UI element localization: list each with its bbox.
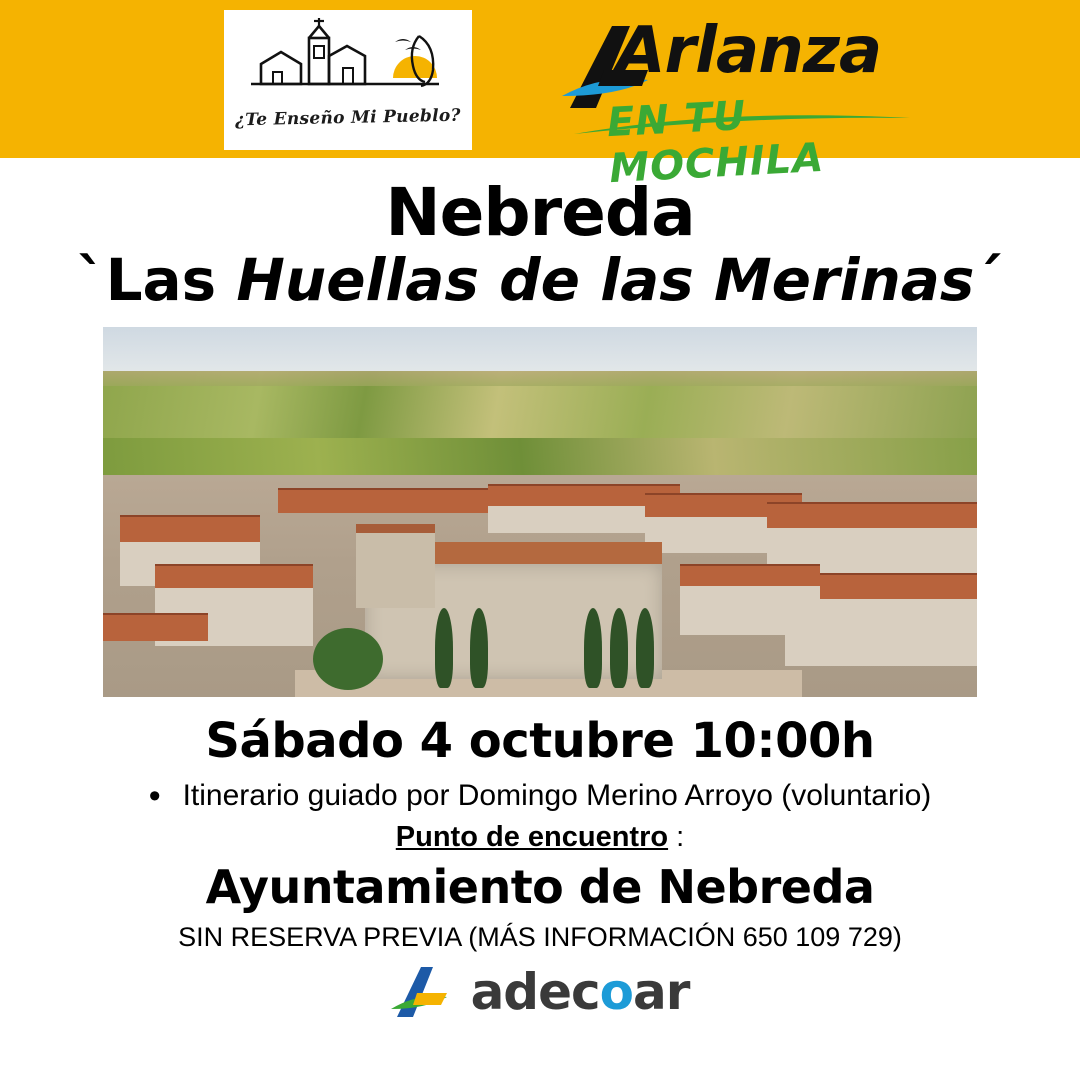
- photo-cypress: [636, 608, 654, 688]
- title-block: [0, 158, 1080, 313]
- village-church-sketch-icon: [243, 16, 453, 112]
- bullet-icon: •: [148, 777, 161, 816]
- photo-cypress: [610, 608, 628, 688]
- page-subtitle: [0, 246, 1080, 315]
- page-title: Nebreda: [385, 174, 695, 251]
- arlanza-logo: [560, 12, 920, 193]
- arlanza-wordmark: Arlanza: [616, 14, 882, 88]
- photo-cypress: [584, 608, 602, 688]
- photo-tree: [313, 628, 383, 690]
- arlanza-tagline: EN TU MOCHILA: [605, 92, 826, 193]
- photo-roof: [155, 564, 312, 590]
- header-band: [0, 0, 1080, 193]
- photo-wall: [680, 586, 820, 635]
- photo-roof: [767, 502, 977, 531]
- photo-roof: [120, 515, 260, 544]
- photo-roof: [278, 488, 505, 512]
- meeting-point-label-text: Punto de encuentro: [395, 821, 669, 854]
- adecoar-text-o: o: [599, 963, 634, 1022]
- photo-village: [103, 475, 977, 697]
- event-activity: [0, 777, 1080, 816]
- sponsor-logo: [0, 963, 1080, 1021]
- adecoar-text-part1: adec: [470, 963, 600, 1022]
- meeting-point-place: Ayuntamiento de Nebreda: [205, 860, 875, 915]
- photo-cypress: [435, 608, 453, 688]
- subtitle-suffix: ´: [974, 246, 1004, 315]
- photo-roof: [103, 613, 208, 642]
- event-date: Sábado 4 octubre 10:00h: [205, 713, 875, 770]
- logo-caption: ¿Te Enseño Mi Pueblo?: [234, 105, 462, 131]
- photo-roof: [680, 564, 820, 588]
- te-enseno-mi-pueblo-logo: [224, 10, 472, 150]
- meeting-point-colon: :: [668, 821, 685, 854]
- adecoar-a-icon: [391, 963, 465, 1021]
- subtitle-prefix: `Las: [76, 246, 237, 315]
- meeting-point-label: [0, 821, 1080, 854]
- village-photo: [103, 327, 977, 697]
- event-info: [0, 713, 1080, 953]
- subtitle-emphasis: Huellas de las Merinas: [236, 246, 975, 315]
- adecoar-wordmark: [471, 963, 690, 1021]
- reservation-note: SIN RESERVA PREVIA (MÁS INFORMACIÓN 650 109 729): [178, 922, 902, 953]
- event-activity-text: Itinerario guiado por Domingo Merino Arroyo (voluntario): [182, 779, 932, 813]
- photo-church-tower: [356, 533, 435, 608]
- photo-cypress: [470, 608, 488, 688]
- adecoar-text-part2: ar: [633, 963, 690, 1022]
